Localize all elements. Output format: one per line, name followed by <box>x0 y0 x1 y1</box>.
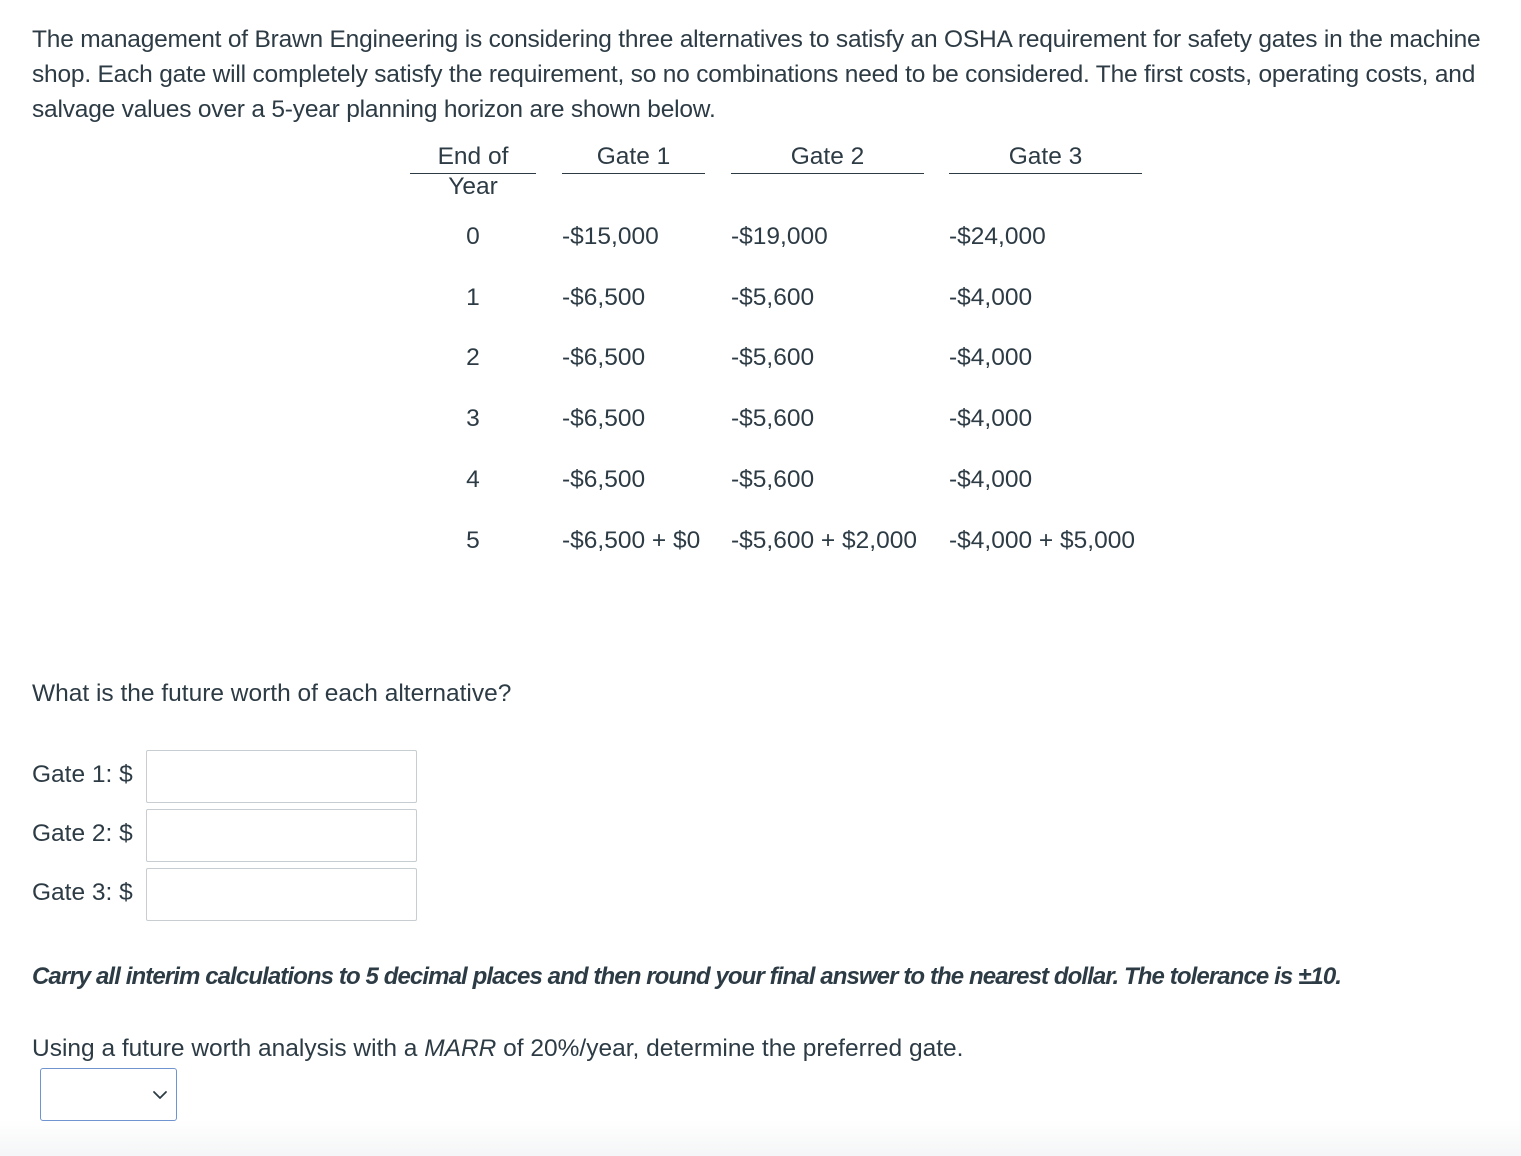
gate-2-answer-label: Gate 2: $ <box>32 820 133 847</box>
gate-2-cell: -$5,600 <box>731 284 815 311</box>
year-cell: 4 <box>466 466 480 493</box>
gate-1-cell: -$6,500 <box>562 405 646 432</box>
gate-3-cell: -$4,000 + $5,000 <box>949 527 1135 554</box>
instruction-text <box>32 1033 963 1065</box>
year-cell: 3 <box>466 405 480 432</box>
gate-1-cell: -$15,000 <box>562 223 659 250</box>
gate-3-answer-input[interactable] <box>146 868 417 921</box>
preferred-gate-select[interactable] <box>40 1068 177 1121</box>
year-cell: 1 <box>466 284 480 311</box>
header-gate-3: Gate 3 <box>949 142 1142 174</box>
instruction-before: Using a future worth analysis with a <box>32 1035 425 1062</box>
year-cell: 5 <box>466 527 480 554</box>
gate-3-cell: -$4,000 <box>949 405 1033 432</box>
instruction-after: of 20%/year, determine the preferred gate. <box>496 1035 964 1062</box>
gate-1-cell: -$6,500 + $0 <box>562 527 701 554</box>
year-cell: 0 <box>466 223 480 250</box>
gate-1-cell: -$6,500 <box>562 284 646 311</box>
gate-1-answer-label: Gate 1: $ <box>32 761 133 788</box>
chevron-down-icon <box>152 1089 168 1101</box>
gate-2-cell: -$5,600 <box>731 344 815 371</box>
gate-3-cell: -$24,000 <box>949 223 1046 250</box>
gate-3-cell: -$4,000 <box>949 284 1033 311</box>
question-intro: The management of Brawn Engineering is considering three alternatives to satisfy an OSHA requirement for safety gates in the machine shop. Each gate will completely satisfy the requirement, so no combinations need to be considered. The first costs, operating costs, and salvage values over a 5-year planning horizon are shown below. <box>32 26 1481 123</box>
gate-1-cell: -$6,500 <box>562 344 646 371</box>
gate-2-answer-input[interactable] <box>146 809 417 862</box>
gate-2-cell: -$5,600 + $2,000 <box>731 527 917 554</box>
header-gate-2: Gate 2 <box>731 142 924 174</box>
header-gate-1: Gate 1 <box>562 142 705 174</box>
rounding-note: Carry all interim calculations to 5 decimal places and then round your final answer to the nearest dollar. The tolerance is ±10. <box>32 963 1342 990</box>
bottom-fade <box>0 1120 1521 1156</box>
header-end-of-year: End of Year <box>410 142 536 174</box>
gate-1-cell: -$6,500 <box>562 466 646 493</box>
instruction-marr: MARR <box>424 1035 497 1062</box>
year-cell: 2 <box>466 344 480 371</box>
gate-1-answer-input[interactable] <box>146 750 417 803</box>
question-prompt: What is the future worth of each alternative? <box>32 680 512 707</box>
gate-2-cell: -$19,000 <box>731 223 828 250</box>
gate-2-cell: -$5,600 <box>731 405 815 432</box>
gate-3-cell: -$4,000 <box>949 344 1033 371</box>
gate-3-cell: -$4,000 <box>949 466 1033 493</box>
gate-3-answer-label: Gate 3: $ <box>32 879 133 906</box>
gate-2-cell: -$5,600 <box>731 466 815 493</box>
